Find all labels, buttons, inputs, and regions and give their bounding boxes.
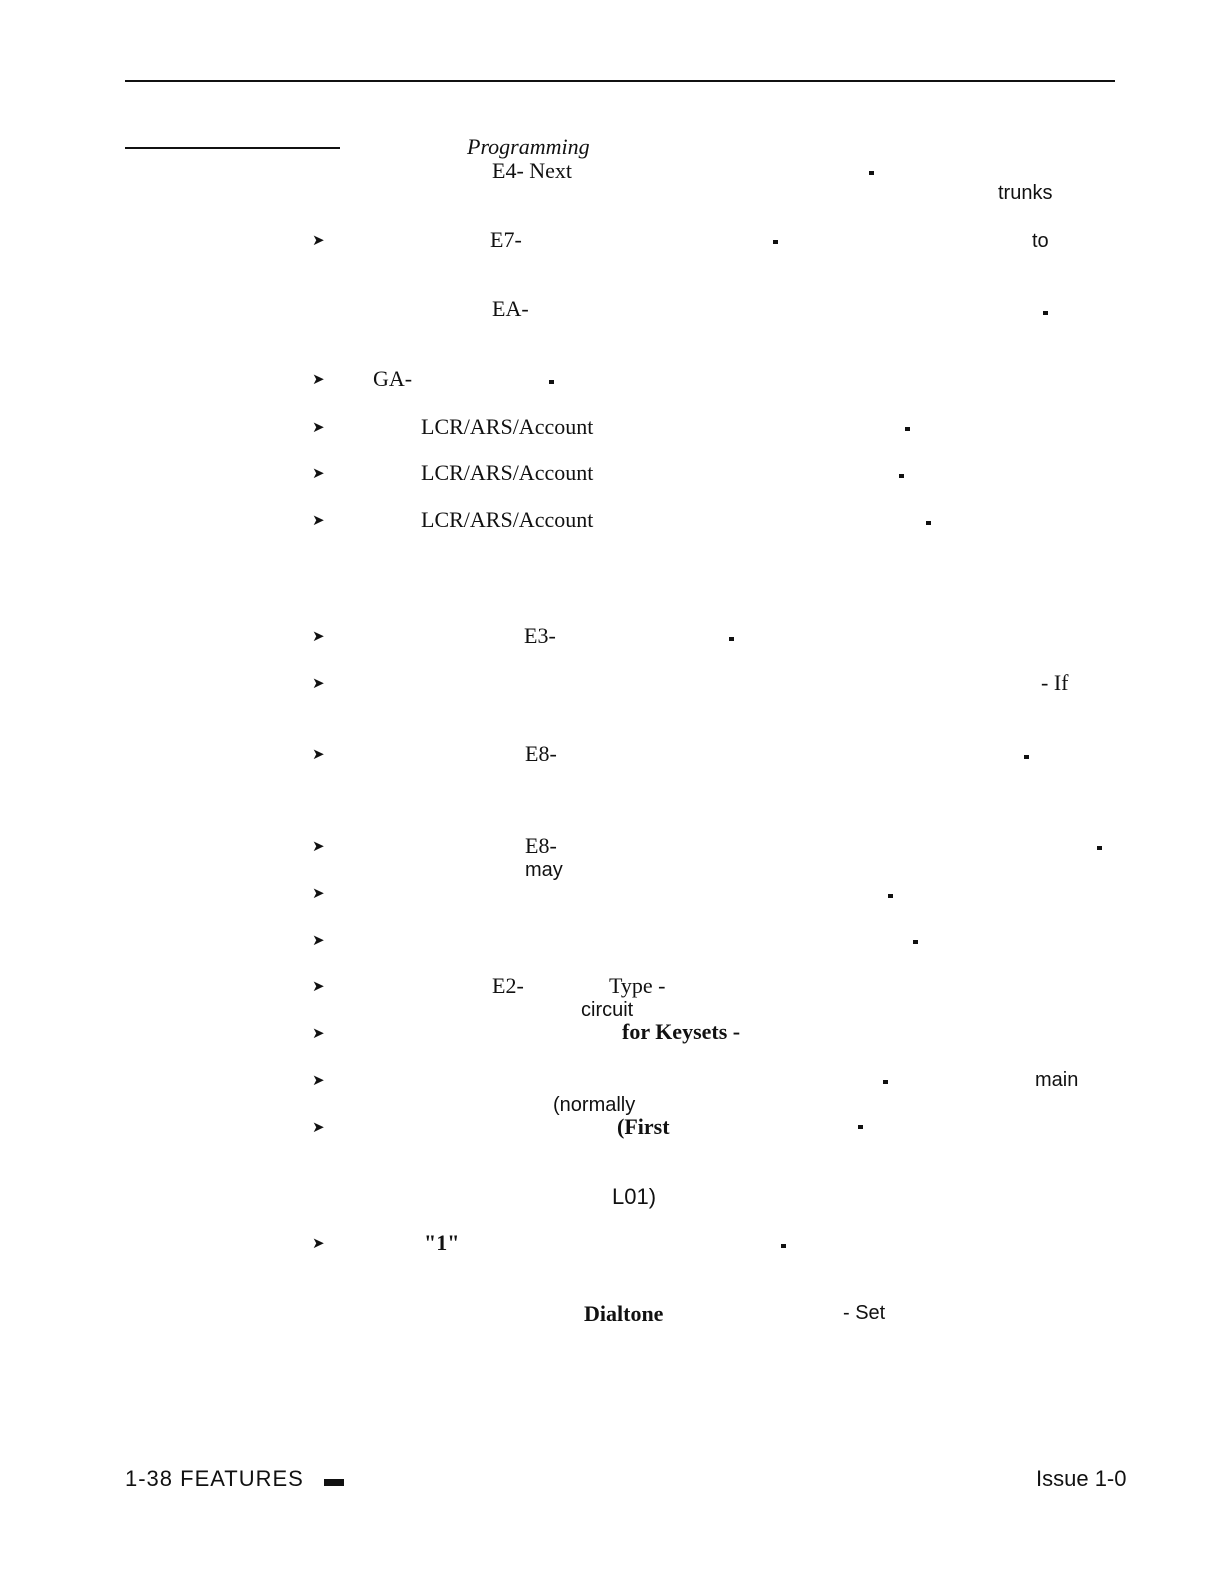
text-dialtone: Dialtone [584, 1301, 664, 1326]
text-normally: (normally [553, 1094, 636, 1116]
dash-mark [858, 1125, 863, 1129]
text-circuit: circuit [581, 999, 634, 1021]
text-e7: E7- [490, 227, 522, 252]
dash-mark [549, 380, 554, 384]
text-for-keysets: for Keysets - [622, 1019, 741, 1044]
header-rule [125, 80, 1115, 82]
text-first: (First [617, 1114, 670, 1139]
bullet-arrow-icon: ➤ [312, 1120, 325, 1136]
bullet-arrow-icon: ➤ [312, 676, 325, 692]
text-to: to [1032, 230, 1049, 252]
text-e8: E8- [525, 833, 557, 858]
dash-mark [1097, 846, 1102, 850]
bullet-arrow-icon: ➤ [312, 886, 325, 902]
bullet-arrow-icon: ➤ [312, 839, 325, 855]
footer-page-label: 1-38 FEATURES [125, 1466, 304, 1491]
bullet-arrow-icon: ➤ [312, 979, 325, 995]
dash-mark [781, 1244, 786, 1248]
dash-mark [913, 940, 918, 944]
footer-issue: Issue 1-0 [1036, 1466, 1127, 1491]
text-e3: E3- [524, 623, 556, 648]
dash-mark [926, 521, 931, 525]
text-if: - If [1041, 670, 1069, 695]
bullet-arrow-icon: ➤ [312, 747, 325, 763]
text-set: - Set [843, 1302, 886, 1324]
bullet-arrow-icon: ➤ [312, 1236, 325, 1252]
footer-mark-icon [324, 1479, 344, 1486]
text-quote-1: "1" [424, 1230, 460, 1255]
text-lcr-ars-account: LCR/ARS/Account [421, 507, 594, 532]
text-type: Type - [609, 973, 666, 998]
bullet-arrow-icon: ➤ [312, 372, 325, 388]
dash-mark [1043, 311, 1048, 315]
dash-mark [869, 171, 874, 175]
text-e2: E2- [492, 973, 524, 998]
text-lcr-ars-account: LCR/ARS/Account [421, 460, 594, 485]
text-trunks: trunks [998, 182, 1053, 204]
section-rule [125, 147, 340, 149]
bullet-arrow-icon: ➤ [312, 933, 325, 949]
text-ga: GA- [373, 366, 413, 391]
bullet-arrow-icon: ➤ [312, 1026, 325, 1042]
bullet-arrow-icon: ➤ [312, 420, 325, 436]
text-e8: E8- [525, 741, 557, 766]
text-lcr-ars-account: LCR/ARS/Account [421, 414, 594, 439]
text-main: main [1035, 1069, 1079, 1091]
text-l01: L01) [612, 1184, 657, 1209]
bullet-arrow-icon: ➤ [312, 466, 325, 482]
text-e4-next: E4- Next [492, 158, 573, 183]
dash-mark [773, 240, 778, 244]
dash-mark [899, 474, 904, 478]
dash-mark [888, 894, 893, 898]
bullet-arrow-icon: ➤ [312, 513, 325, 529]
bullet-arrow-icon: ➤ [312, 629, 325, 645]
bullet-arrow-icon: ➤ [312, 1073, 325, 1089]
dash-mark [729, 637, 734, 641]
dash-mark [905, 427, 910, 431]
text-ea: EA- [492, 296, 529, 321]
text-may: may [525, 859, 563, 881]
dash-mark [1024, 755, 1029, 759]
section-label: Programming [467, 134, 590, 159]
bullet-arrow-icon: ➤ [312, 233, 325, 249]
dash-mark [883, 1080, 888, 1084]
